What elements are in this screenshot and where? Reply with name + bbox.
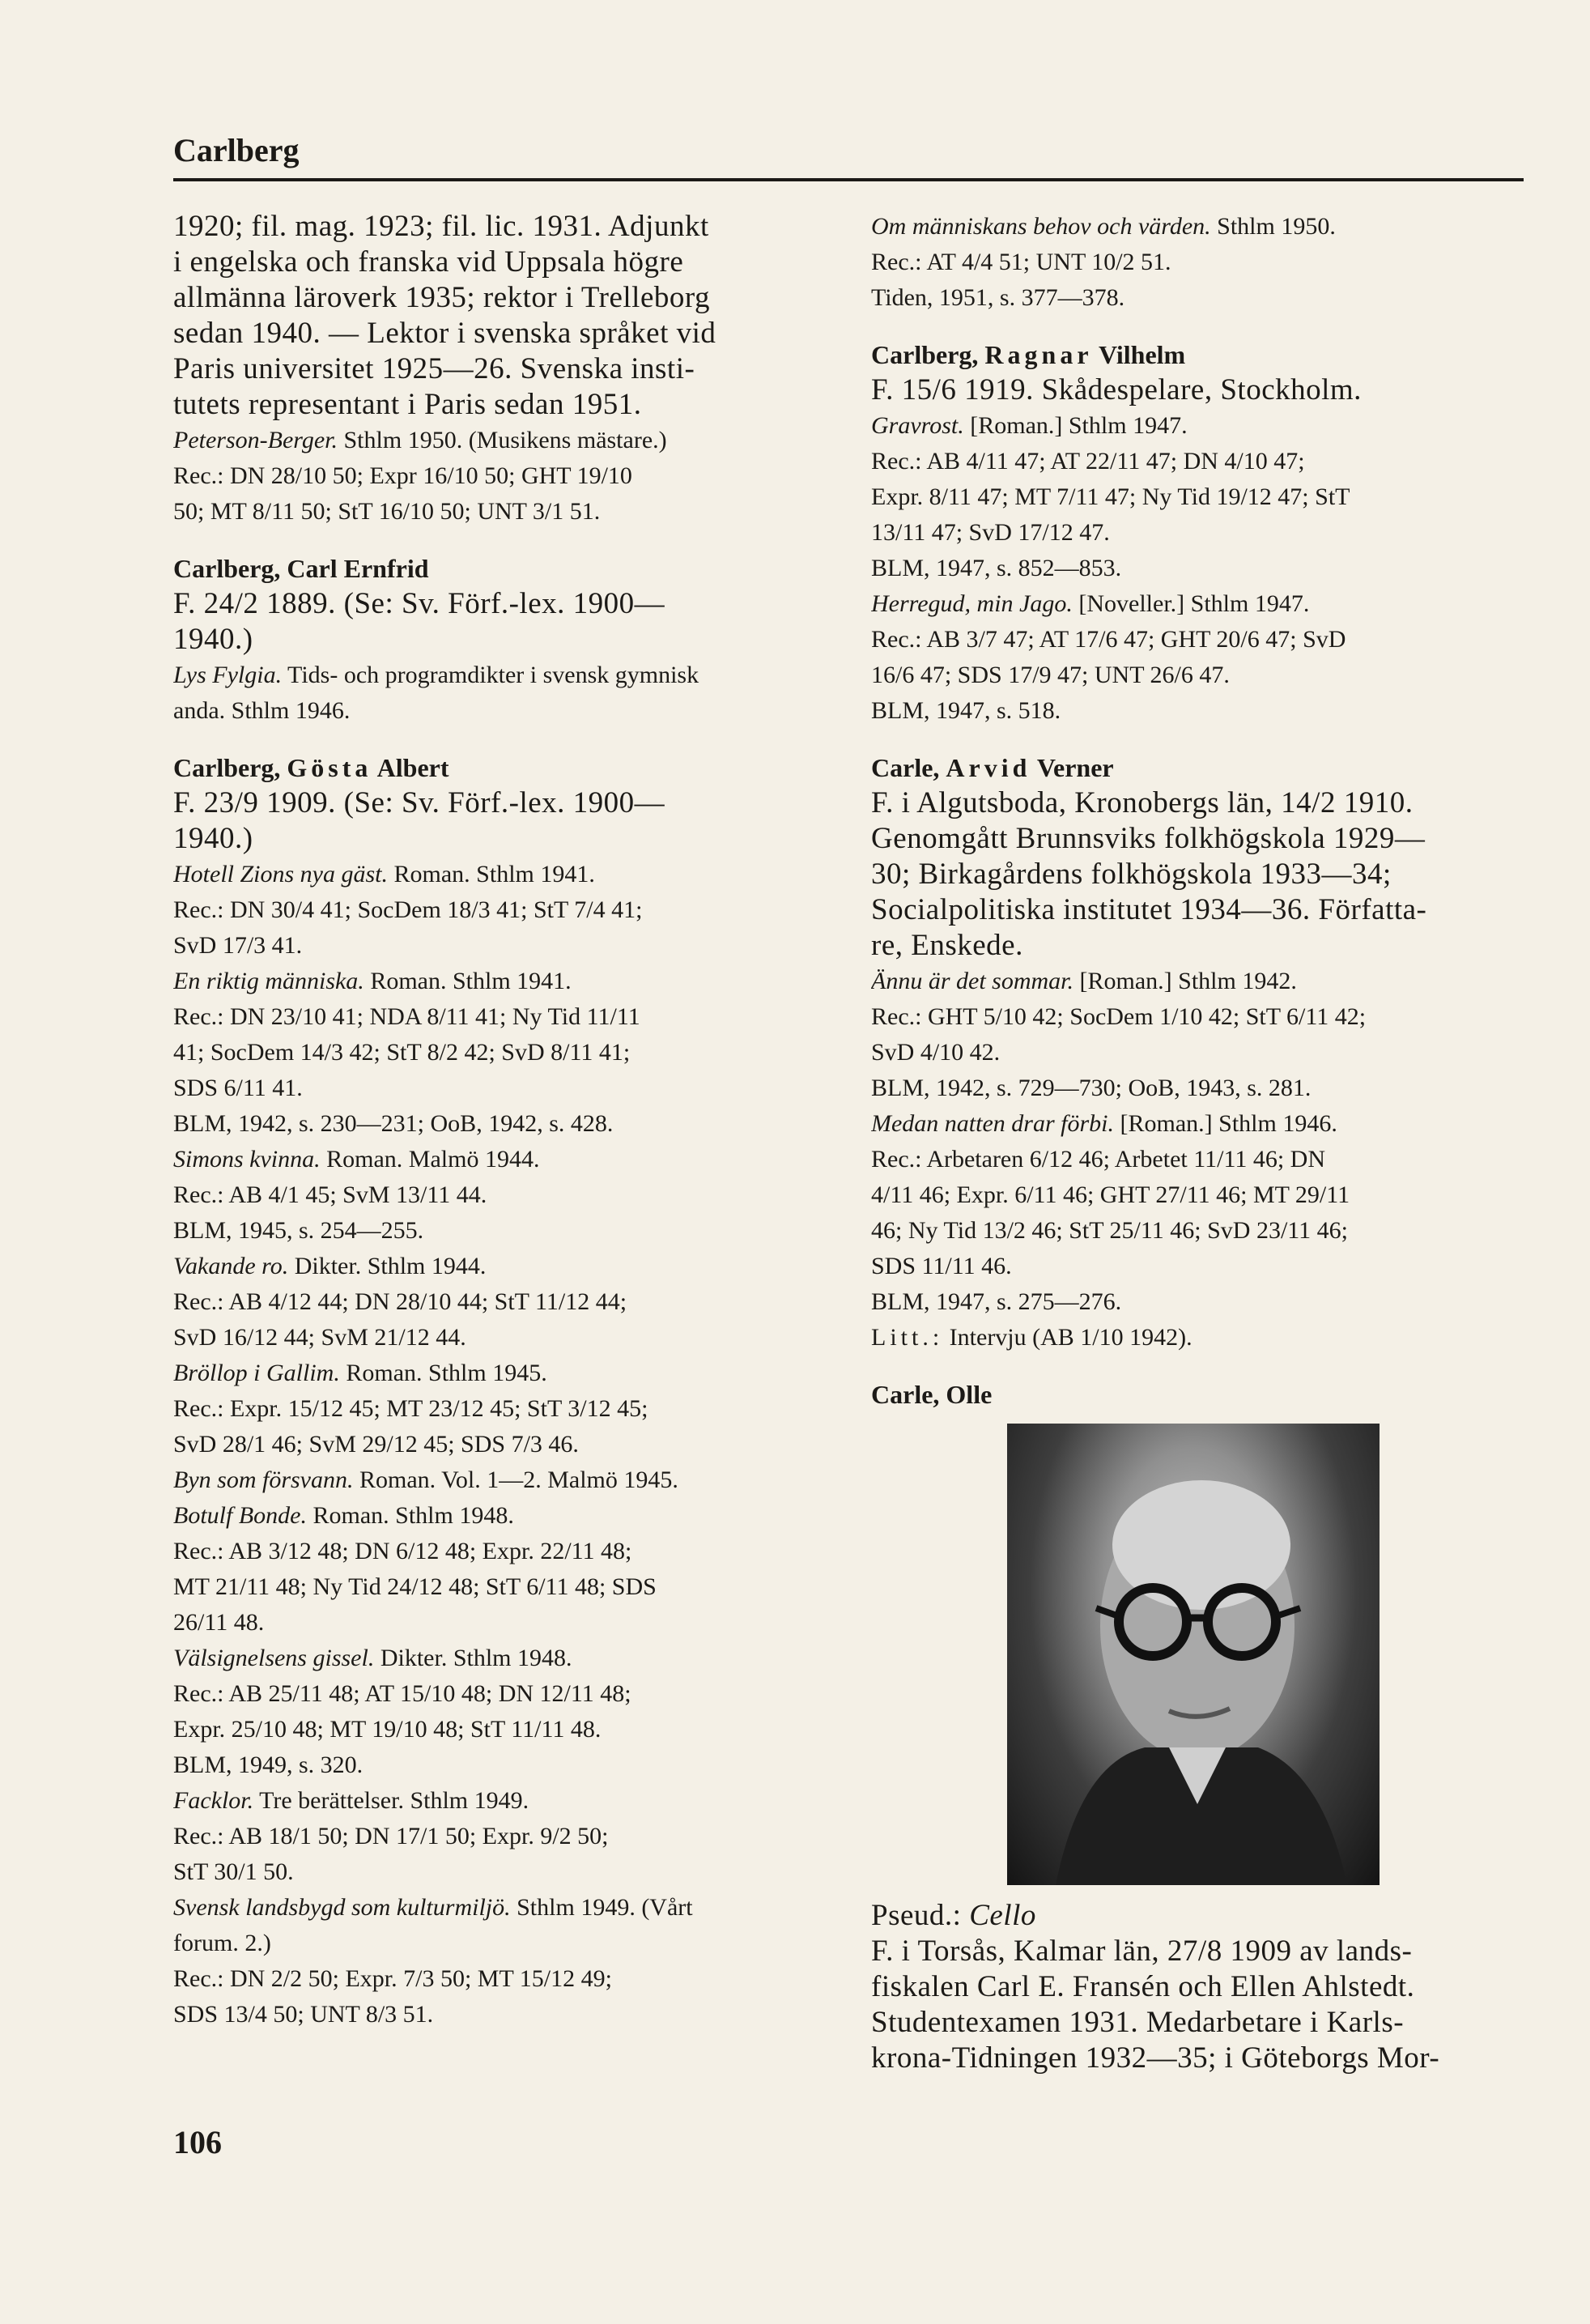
work-title: Om människans behov och värden. [871, 213, 1211, 240]
entry-text-line [871, 2041, 1528, 2076]
entry-text-line [871, 551, 1528, 586]
work-title: Svensk landsbygd som kulturmiljö. [173, 1894, 511, 1921]
entry-text-line [173, 999, 837, 1035]
entry-text-line [871, 857, 1528, 892]
author-heading [871, 337, 1528, 372]
author-spaced-name: Gösta [287, 753, 372, 782]
entry-text: SDS 13/4 50; UNT 8/3 51. [173, 2001, 434, 2028]
entry-text: Expr. 25/10 48; MT 19/10 48; StT 11/11 48. [173, 1716, 602, 1743]
entry-text: 13/11 47; SvD 17/12 47. [871, 519, 1110, 546]
entry-text: i engelska och franska vid Uppsala högre [173, 245, 684, 279]
entry-text: Rec.: DN 30/4 41; SocDem 18/3 41; StT 7/4 41; [173, 896, 643, 923]
entry-text-line [173, 1605, 837, 1641]
entry-text-line [871, 892, 1528, 928]
entry-text: F. 15/6 1919. Skådespelare, Stockholm. [871, 373, 1362, 406]
entry-text: allmänna läroverk 1935; rektor i Trelleborg [173, 281, 711, 314]
entry-text: Sthlm 1950. [1210, 213, 1336, 240]
work-entry-line [173, 1783, 837, 1819]
entry-text-line [173, 1070, 837, 1106]
entry-text-line [173, 1427, 837, 1462]
author-surname: Carlberg, [173, 554, 287, 583]
entry-text: BLM, 1945, s. 254—255. [173, 1217, 424, 1244]
entry-text: Tre berättelser. Sthlm 1949. [253, 1787, 529, 1814]
entry-text-line [871, 658, 1528, 693]
entry-text-line [173, 387, 837, 423]
work-entry-line [173, 1462, 837, 1498]
entry-text: 1920; fil. mag. 1923; fil. lic. 1931. Adjunkt [173, 210, 709, 243]
entry-text: Dikter. Sthlm 1944. [288, 1253, 487, 1279]
work-title: Medan natten drar förbi. [871, 1110, 1114, 1137]
entry-text: BLM, 1947, s. 518. [871, 697, 1061, 724]
entry-text-line [871, 622, 1528, 658]
entry-text-line [173, 458, 837, 494]
entry-text-line [173, 1284, 837, 1320]
entry-text-line [173, 821, 837, 857]
entry-text-line [173, 1177, 837, 1213]
entry-text: 26/11 48. [173, 1609, 265, 1636]
work-entry-line [871, 209, 1528, 245]
entry-text-line [173, 1997, 837, 2032]
entry-text: Rec.: AB 3/7 47; AT 17/6 47; GHT 20/6 47; SvD [871, 626, 1346, 653]
author-heading [173, 750, 837, 785]
entry-text-line [173, 280, 837, 316]
entry-text-line [871, 821, 1528, 857]
entry-text: 30; Birkagårdens folkhögskola 1933—34; [871, 858, 1392, 891]
work-title: Bröllop i Gallim. [173, 1360, 340, 1386]
entry-text: F. i Torsås, Kalmar län, 27/8 1909 av lands- [871, 1935, 1413, 1968]
work-entry-line [871, 408, 1528, 444]
entry-text-line [173, 1747, 837, 1783]
entry-text-line [173, 245, 837, 280]
entry-text-line [871, 1213, 1528, 1249]
entry-text: Rec.: AB 4/11 47; AT 22/11 47; DN 4/10 47; [871, 448, 1305, 475]
work-entry-line [871, 1106, 1528, 1142]
author-heading [173, 551, 837, 586]
entry-text: BLM, 1942, s. 230—231; OoB, 1942, s. 428. [173, 1110, 614, 1137]
work-entry-line [173, 658, 837, 693]
work-title: Hotell Zions nya gäst. [173, 861, 389, 887]
entry-text-line [173, 1926, 837, 1961]
work-title: Simons kvinna. [173, 1146, 321, 1173]
running-header: Carlberg [173, 132, 300, 168]
entry-text-line [871, 1934, 1528, 1969]
author-surname: Carlberg, [173, 753, 287, 782]
entry-text: 41; SocDem 14/3 42; StT 8/2 42; SvD 8/11 41; [173, 1039, 631, 1066]
entry-text: Rec.: AB 4/1 45; SvM 13/11 44. [173, 1181, 487, 1208]
entry-text-line [871, 1320, 1528, 1356]
entry-text: Intervju (AB 1/10 1942). [943, 1324, 1192, 1351]
work-entry-line [173, 1142, 837, 1177]
entry-text: tutets representant i Paris sedan 1951. [173, 388, 642, 421]
author-spaced-name: Arvid [946, 753, 1031, 782]
author-spaced-name: Ragnar [984, 340, 1093, 369]
entry-text-line [871, 1142, 1528, 1177]
entry-text-line [871, 1035, 1528, 1070]
entry-text: Roman. Sthlm 1941. [388, 861, 595, 887]
entry-text-line [173, 892, 837, 928]
work-title: Herregud, min Jago. [871, 590, 1073, 617]
work-entry-line [173, 1498, 837, 1534]
work-entry-line [173, 857, 837, 892]
entry-text: F. 24/2 1889. (Se: Sv. Förf.-lex. 1900— [173, 587, 665, 620]
entry-text: Roman. Vol. 1—2. Malmö 1945. [353, 1466, 678, 1493]
entry-text: SvD 17/3 41. [173, 932, 303, 959]
entry-text-line [173, 351, 837, 387]
entry-text: F. 23/9 1909. (Se: Sv. Förf.-lex. 1900— [173, 786, 665, 819]
entry-text: Rec.: AB 4/12 44; DN 28/10 44; StT 11/12 44; [173, 1288, 627, 1315]
entry-text-line [871, 444, 1528, 479]
author-heading [871, 750, 1528, 785]
entry-text-line [871, 280, 1528, 316]
entry-text-line [871, 2005, 1528, 2041]
right-column [871, 209, 1528, 2076]
entry-text-line [173, 209, 837, 245]
author-given-names: Olle [946, 1380, 993, 1409]
entry-text-line [173, 693, 837, 729]
work-title: Välsignelsens gissel. [173, 1645, 375, 1671]
author-surname: Carle, [871, 1380, 946, 1409]
entry-text-line [173, 1213, 837, 1249]
entry-text: Expr. 8/11 47; MT 7/11 47; Ny Tid 19/12 47; StT [871, 483, 1350, 510]
entry-text-line [173, 1320, 837, 1356]
author-portrait-photo [1007, 1424, 1380, 1885]
work-title: Byn som försvann. [173, 1466, 354, 1493]
entry-text: BLM, 1949, s. 320. [173, 1752, 363, 1778]
entry-text: 1940.) [173, 822, 253, 855]
entry-text: SDS 6/11 41. [173, 1075, 303, 1101]
entry-text: BLM, 1947, s. 275—276. [871, 1288, 1122, 1315]
work-title: Lys Fylgia. [173, 662, 283, 688]
entry-text-line [173, 622, 837, 658]
entry-text: Rec.: DN 28/10 50; Expr 16/10 50; GHT 19/10 [173, 462, 632, 489]
entry-text: Rec.: Arbetaren 6/12 46; Arbetet 11/11 46; DN [871, 1146, 1325, 1173]
work-entry-line [173, 1249, 837, 1284]
work-entry-line [871, 1898, 1528, 1934]
entry-text: [Roman.] Sthlm 1942. [1073, 968, 1297, 994]
entry-text-line [173, 1106, 837, 1142]
entry-text-line [871, 928, 1528, 964]
entry-text: Roman. Sthlm 1945. [339, 1360, 547, 1386]
author-given-names: Albert [372, 753, 449, 782]
entry-text-line [871, 785, 1528, 821]
entry-text: [Noveller.] Sthlm 1947. [1072, 590, 1310, 617]
entry-text: MT 21/11 48; Ny Tid 24/12 48; StT 6/11 48; SDS [173, 1573, 657, 1600]
author-surname: Carle, [871, 753, 946, 782]
header-rule [173, 178, 1524, 181]
work-entry-line [173, 1356, 837, 1391]
work-title: Gravrost. [871, 412, 964, 439]
entry-text: [Roman.] Sthlm 1947. [963, 412, 1188, 439]
entry-text: Roman. Sthlm 1948. [306, 1502, 514, 1529]
entry-text-line [871, 1177, 1528, 1213]
entry-text: Rec.: DN 23/10 41; NDA 8/11 41; Ny Tid 11/11 [173, 1003, 640, 1030]
work-title: Cello [969, 1899, 1036, 1932]
entry-text-line [173, 1534, 837, 1569]
entry-text: sedan 1940. — Lektor i svenska språket vid [173, 317, 716, 350]
entry-text-line [173, 494, 837, 530]
pseudonym-label: Pseud.: [871, 1899, 970, 1932]
entry-text: StT 30/1 50. [173, 1858, 294, 1885]
entry-text-line [173, 785, 837, 821]
entry-text: Socialpolitiska institutet 1934—36. Författa- [871, 893, 1427, 926]
entry-text: Rec.: AB 25/11 48; AT 15/10 48; DN 12/11 48; [173, 1680, 631, 1707]
entry-text-line [173, 1961, 837, 1997]
entry-text-line [173, 1035, 837, 1070]
work-entry-line [173, 1890, 837, 1926]
entry-text: Rec.: AB 3/12 48; DN 6/12 48; Expr. 22/11 48; [173, 1538, 632, 1564]
page-number: 106 [173, 2124, 222, 2160]
work-entry-line [173, 1641, 837, 1676]
entry-text: Studentexamen 1931. Medarbetare i Karls- [871, 2006, 1405, 2039]
work-title: Facklor. [173, 1787, 254, 1814]
entry-text: F. i Algutsboda, Kronobergs län, 14/2 1910. [871, 786, 1414, 819]
entry-text-line [173, 1712, 837, 1747]
entry-text-line [871, 479, 1528, 515]
entry-text-line [871, 1249, 1528, 1284]
entry-text: 16/6 47; SDS 17/9 47; UNT 26/6 47. [871, 662, 1230, 688]
left-column [173, 209, 837, 2032]
author-given-names: Verner [1031, 753, 1114, 782]
work-title: Botulf Bonde. [173, 1502, 307, 1529]
entry-text: 4/11 46; Expr. 6/11 46; GHT 27/11 46; MT 29/11 [871, 1181, 1350, 1208]
entry-text: SvD 28/1 46; SvM 29/12 45; SDS 7/3 46. [173, 1431, 579, 1458]
work-entry-line [173, 423, 837, 458]
entry-text-line [173, 928, 837, 964]
entry-text: Sthlm 1949. (Vårt [510, 1894, 693, 1921]
entry-text: Sthlm 1950. (Musikens mästare.) [338, 427, 667, 453]
work-entry-line [871, 964, 1528, 999]
entry-text-line [173, 1854, 837, 1890]
entry-text-line [871, 372, 1528, 408]
entry-text: re, Enskede. [871, 929, 1023, 962]
entry-text: 50; MT 8/11 50; StT 16/10 50; UNT 3/1 51. [173, 498, 601, 525]
entry-text: forum. 2.) [173, 1930, 271, 1956]
entry-text: krona-Tidningen 1932—35; i Göteborgs Mor- [871, 2041, 1440, 2075]
entry-text: anda. Sthlm 1946. [173, 697, 351, 724]
entry-text-line [871, 1070, 1528, 1106]
entry-text: Rec.: GHT 5/10 42; SocDem 1/10 42; StT 6/11 42; [871, 1003, 1367, 1030]
entry-text-line [871, 245, 1528, 280]
entry-text: SvD 16/12 44; SvM 21/12 44. [173, 1324, 466, 1351]
work-title: Ännu är det sommar. [871, 968, 1074, 994]
entry-text: Roman. Sthlm 1941. [363, 968, 572, 994]
entry-text-line [871, 1969, 1528, 2005]
work-title: Vakande ro. [173, 1253, 289, 1279]
entry-text-line [173, 1819, 837, 1854]
entry-text: Rec.: DN 2/2 50; Expr. 7/3 50; MT 15/12 49; [173, 1965, 612, 1992]
work-entry-line [173, 964, 837, 999]
entry-text: BLM, 1947, s. 852—853. [871, 555, 1122, 581]
entry-text: 46; Ny Tid 13/2 46; StT 25/11 46; SvD 23/11 46; [871, 1217, 1348, 1244]
work-title: En riktig människa. [173, 968, 364, 994]
entry-text: SDS 11/11 46. [871, 1253, 1012, 1279]
entry-text-line [173, 316, 837, 351]
entry-text: Rec.: AB 18/1 50; DN 17/1 50; Expr. 9/2 50; [173, 1823, 609, 1849]
entry-text-line [173, 586, 837, 622]
author-given-names: Carl Ernfrid [287, 554, 429, 583]
author-surname: Carlberg, [871, 340, 985, 369]
literature-label: Litt.: [871, 1324, 944, 1351]
author-given-names: Vilhelm [1092, 340, 1186, 369]
entry-text: Dikter. Sthlm 1948. [374, 1645, 572, 1671]
entry-text: Rec.: AT 4/4 51; UNT 10/2 51. [871, 249, 1171, 275]
entry-text-line [871, 515, 1528, 551]
entry-text-line [871, 1284, 1528, 1320]
entry-text: Paris universitet 1925—26. Svenska insti- [173, 352, 695, 385]
entry-text-line [871, 999, 1528, 1035]
author-heading [871, 1377, 1528, 1412]
entry-text: fiskalen Carl E. Fransén och Ellen Ahlstedt. [871, 1970, 1415, 2003]
entry-text: 1940.) [173, 623, 253, 656]
entry-text-line [173, 1391, 837, 1427]
entry-text: Tids- och programdikter i svensk gymnisk [282, 662, 699, 688]
entry-text-line [871, 693, 1528, 729]
entry-text: BLM, 1942, s. 729—730; OoB, 1943, s. 281. [871, 1075, 1312, 1101]
entry-text: Rec.: Expr. 15/12 45; MT 23/12 45; StT 3/12 45; [173, 1395, 648, 1422]
entry-text: SvD 4/10 42. [871, 1039, 1001, 1066]
work-title: Peterson-Berger. [173, 427, 338, 453]
work-entry-line [871, 586, 1528, 622]
entry-text-line [173, 1569, 837, 1605]
entry-text: [Roman.] Sthlm 1946. [1114, 1110, 1337, 1137]
entry-text: Tiden, 1951, s. 377—378. [871, 284, 1125, 311]
entry-text: Genomgått Brunnsviks folkhögskola 1929— [871, 822, 1426, 855]
entry-text-line [173, 1676, 837, 1712]
entry-text: Roman. Malmö 1944. [320, 1146, 540, 1173]
